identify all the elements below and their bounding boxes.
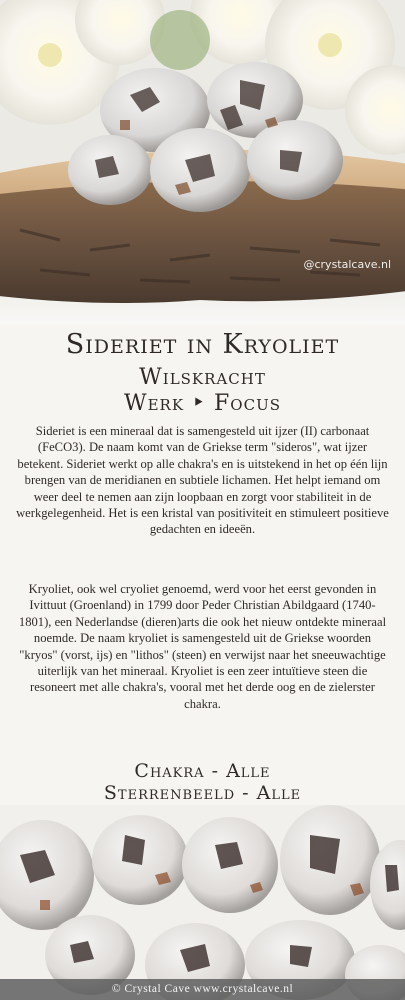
stone-info-card <box>0 325 405 805</box>
watermark: @crystalcave.nl <box>303 258 391 271</box>
description-siderite: Sideriet is een mineraal dat is samengesteld uit ijzer (II) carbonaat (FeCO3). De naam komt van de Griekse term "sideros", wat ijzer betekent. Sideriet werkt op alle chakra's en is uitstekend in het op één lijn brengen van de meridianen en subtiele lichamen. Het helpt iemand om weer deel te nemen aan zijn loopbaan en zorgt voor stabiliteit in de werkgelegenheid. Het is een kristal van positiviteit en stimuleert positieve gedachten en ideeën. <box>16 424 389 537</box>
stone-title: Sideriet in Kryoliet <box>65 329 340 360</box>
bottom-photo <box>0 805 405 1000</box>
description-cryolite: Kryoliet, ook wel cryoliet genoemd, werd voor het eerst gevonden in Ivittuut (Groenland) in 1799 door Peder Christian Abildgaard (1740-1801), een Nederlandse (dieren)arts die ook het nieuw ontdekte mineraal noemde. De naam kryoliet is samengesteld uit de Griekse woorden "kryos" (vorst, ijs) en "lithos" (steen) en verwijst naar het sneeuwachtige uiterlijk van het mineraal. Kryoliet is een zeer intuïtieve steen die resoneert met alle chakra's, vooral met het derde oog en de zielerster chakra. <box>18 582 387 711</box>
stone-subtitle: Wilskracht <box>139 365 266 390</box>
stone-keywords: Werk ‣ Focus <box>124 391 281 416</box>
chakra-line: Chakra - Alle <box>134 760 271 782</box>
copyright-credit: © Crystal Cave www.crystalcave.nl <box>0 979 405 1000</box>
zodiac-line: Sterrenbeeld - Alle <box>103 782 302 804</box>
top-photo <box>0 0 405 325</box>
